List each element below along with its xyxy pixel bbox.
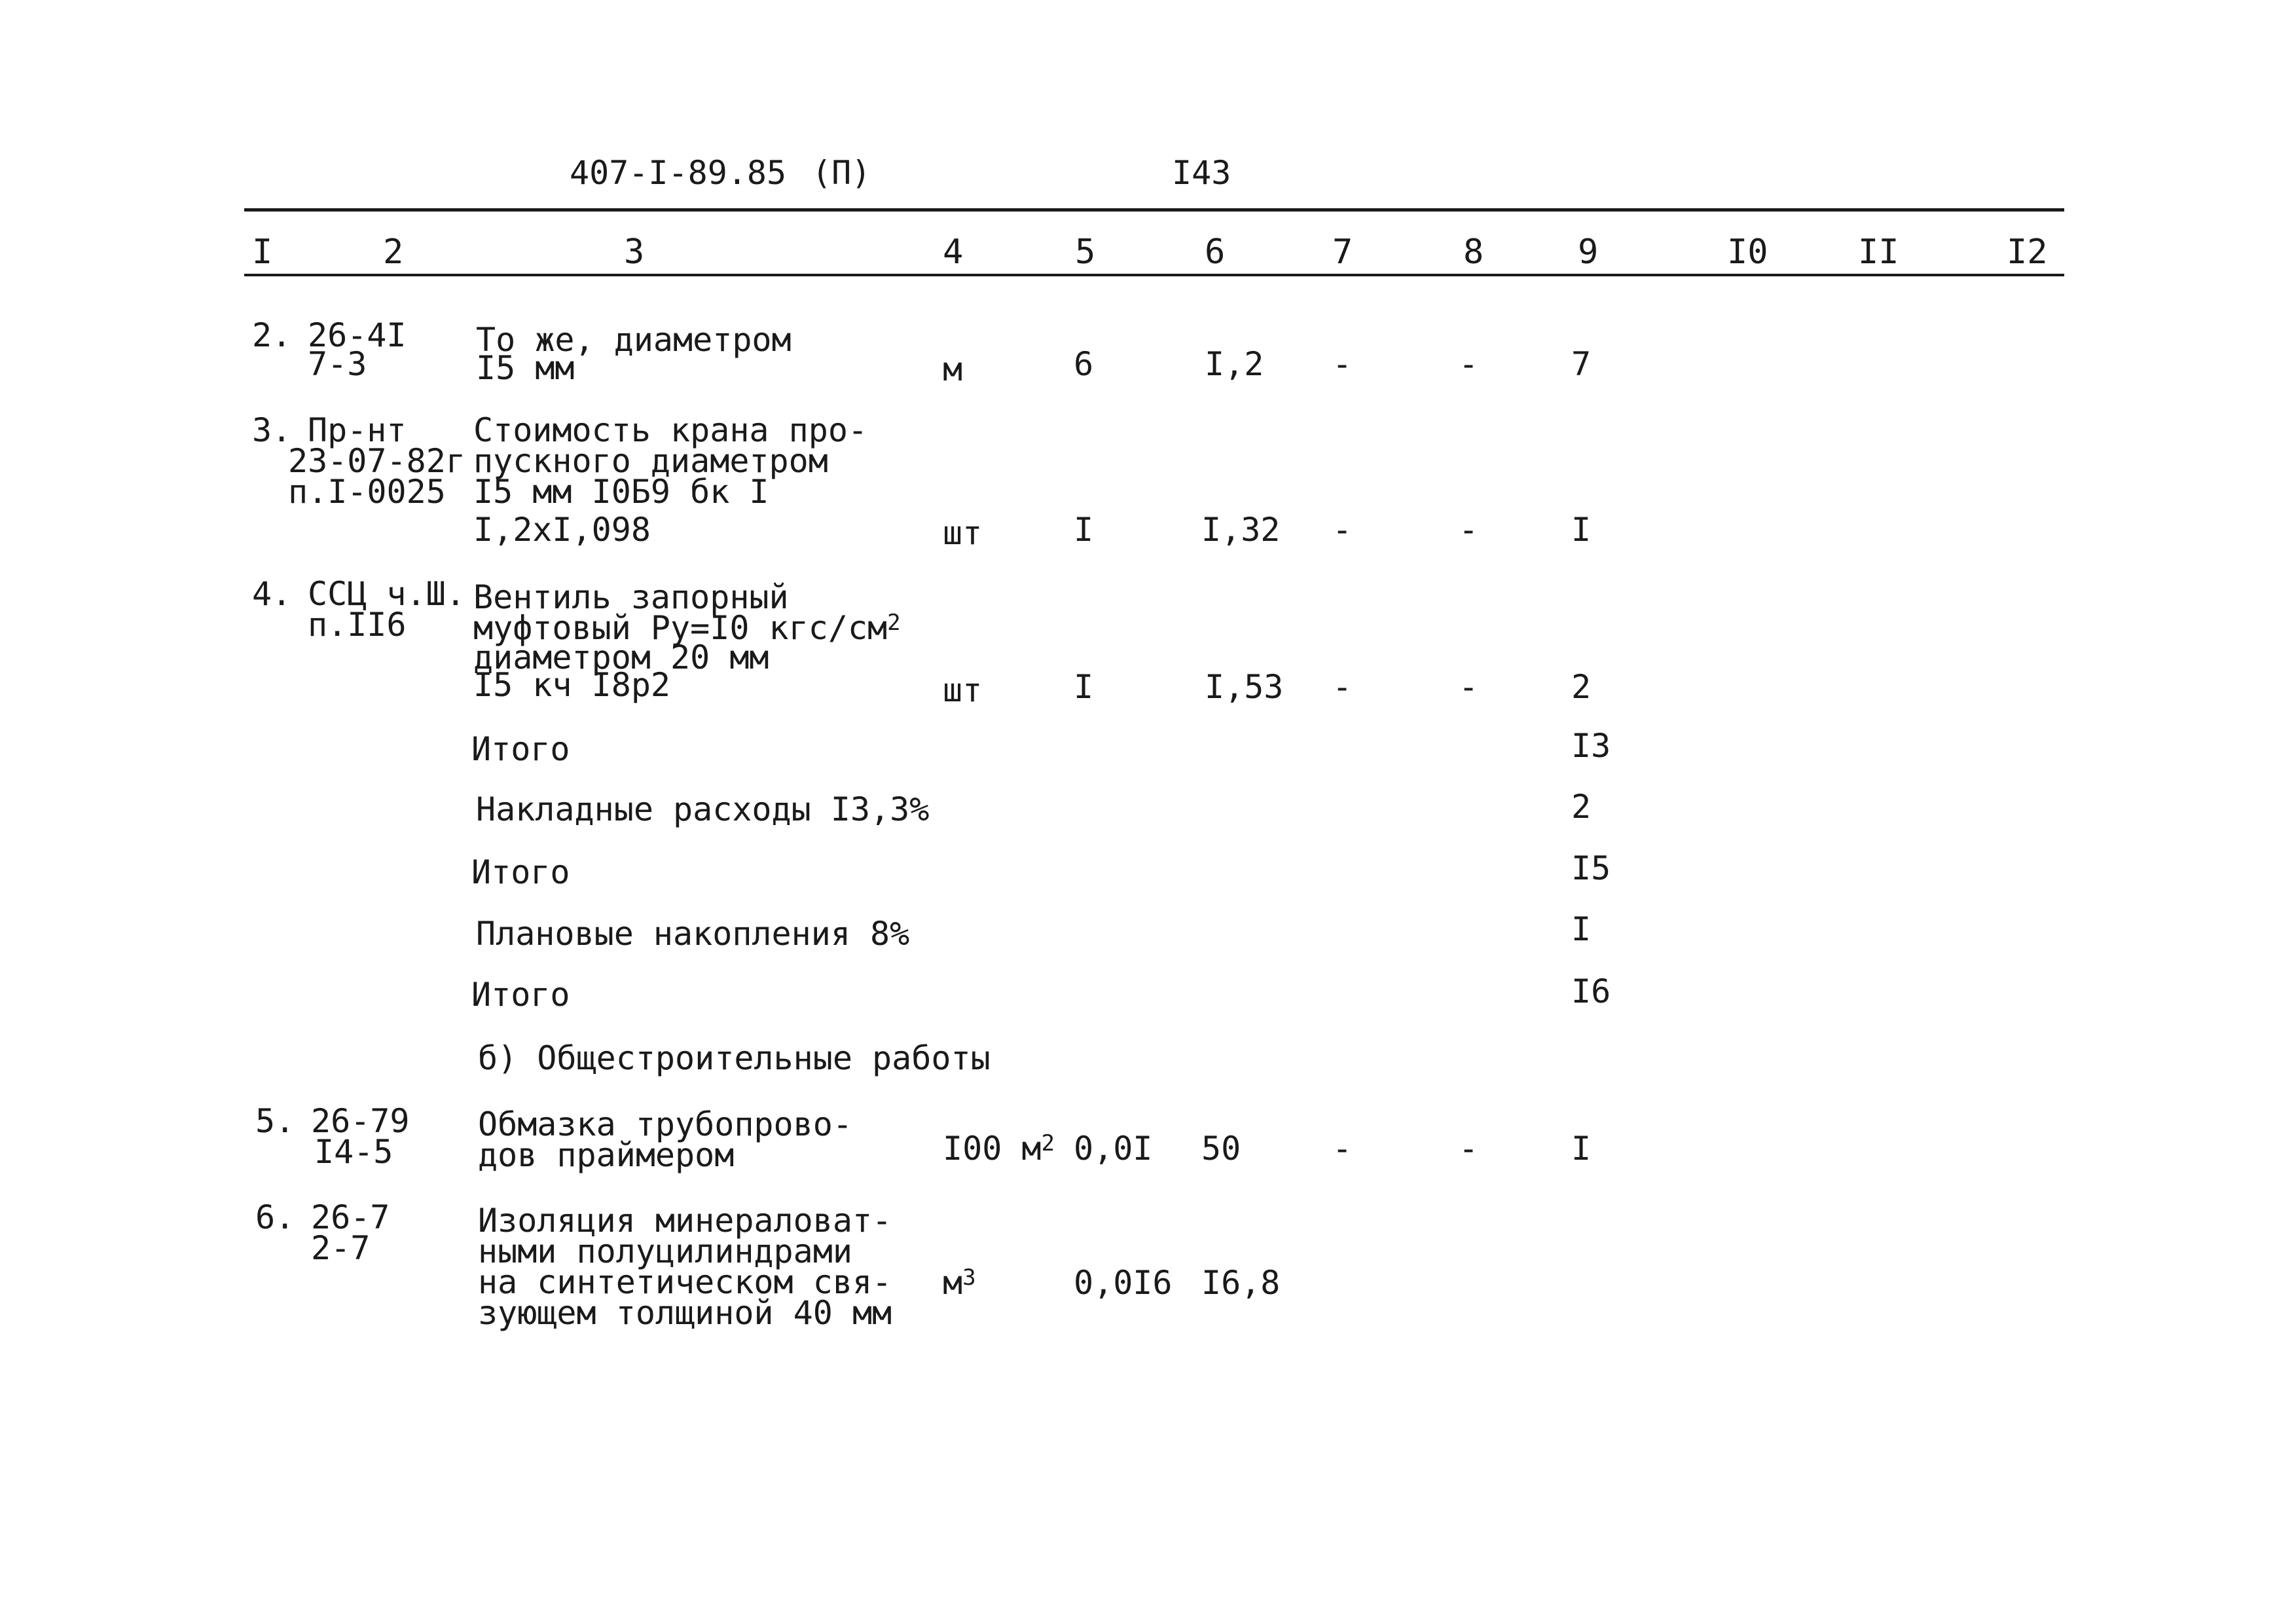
rate-code: 7-3 — [308, 345, 367, 383]
item-description: То же, диаметром — [476, 321, 792, 359]
item-description: Обмазка трубопрово- — [478, 1105, 852, 1143]
rate-code: 26-7 — [311, 1198, 390, 1236]
superscript: 2 — [887, 610, 901, 636]
total-value: I — [1571, 511, 1592, 549]
column-number: 9 — [1578, 232, 1599, 272]
subtotal-label: Итого — [471, 730, 570, 768]
unit: $м^3$ — [943, 1264, 976, 1302]
dash: - — [1459, 345, 1479, 383]
column-number: 3 — [624, 232, 645, 272]
row-number: 3. — [252, 411, 292, 449]
item-description: I,2xI,098 — [473, 511, 651, 549]
item-description: дов праймером — [478, 1136, 735, 1174]
quantity: 0,0I6 — [1074, 1264, 1173, 1302]
item-description: диаметром 20 мм — [473, 638, 769, 676]
unit: I00 $м^2$ — [943, 1130, 1055, 1168]
rate-code: Пр-нт — [308, 411, 407, 449]
column-number: I2 — [2007, 232, 2048, 272]
item-description: на синтетическом свя- — [478, 1263, 892, 1301]
row-number: 4. — [252, 575, 292, 613]
column-number: I — [252, 232, 273, 272]
rate-code: 26-4I — [308, 316, 407, 354]
dash: - — [1332, 511, 1353, 549]
subtotal-value: I6 — [1571, 972, 1611, 1010]
rate-code: п.I-0025 — [288, 473, 446, 511]
quantity: I — [1074, 511, 1094, 549]
total-value: 7 — [1571, 345, 1592, 383]
total-value: 2 — [1571, 668, 1592, 706]
item-description: муфтовый Ру=I0 кгс/$см^2$ — [473, 609, 901, 647]
row-number: 5. — [255, 1102, 295, 1140]
subtotal-value: I5 — [1571, 849, 1611, 887]
column-number: 5 — [1075, 232, 1096, 272]
dash: - — [1332, 668, 1353, 706]
subtotal-value: I3 — [1571, 727, 1611, 765]
superscript: 3 — [962, 1264, 976, 1291]
rate-code: 23-07-82г — [288, 442, 465, 480]
rate-code: п.II6 — [308, 606, 407, 644]
column-number: II — [1858, 232, 1899, 272]
section-heading: б) Общестроительные работы — [478, 1039, 991, 1077]
column-number: 4 — [943, 232, 964, 272]
row-number: 6. — [255, 1198, 295, 1236]
subtotal-label: Итого — [471, 976, 570, 1014]
quantity: 0,0I — [1074, 1130, 1153, 1168]
item-description: ными полуцилиндрами — [478, 1232, 852, 1270]
superscript: 2 — [1041, 1130, 1055, 1156]
dash: - — [1459, 668, 1479, 706]
rate-code: 2-7 — [311, 1229, 371, 1267]
column-number: 2 — [383, 232, 404, 272]
page-number: I43 — [1172, 154, 1231, 192]
rate-code: I4-5 — [314, 1133, 393, 1171]
unit: м — [943, 350, 963, 388]
document-part: (П) — [812, 154, 871, 192]
column-number: 7 — [1332, 232, 1353, 272]
rate-code: ССЦ ч.Ш. — [308, 575, 465, 613]
item-description: Стоимость крана про- — [473, 411, 868, 449]
item-description: I5 мм I0Б9 бк I — [473, 473, 769, 511]
item-description: Изоляция минераловат- — [478, 1202, 892, 1240]
subtotal-value: I — [1571, 910, 1592, 948]
unit: шт — [943, 671, 983, 709]
document-code: 407-I-89.85 — [570, 154, 787, 192]
item-description: I5 мм — [476, 349, 575, 387]
unit-price: I,2 — [1205, 345, 1264, 383]
quantity: 6 — [1074, 345, 1094, 383]
subtotal-value: 2 — [1571, 788, 1592, 826]
total-value: I — [1571, 1130, 1592, 1168]
column-number: 6 — [1205, 232, 1226, 272]
column-number: I0 — [1727, 232, 1768, 272]
unit-price: I,32 — [1201, 511, 1281, 549]
unit-price: 50 — [1201, 1130, 1241, 1168]
header-rule — [244, 274, 2064, 276]
item-description: I5 кч I8р2 — [473, 666, 671, 704]
dash: - — [1459, 511, 1479, 549]
top-rule — [244, 208, 2064, 212]
dash: - — [1332, 345, 1353, 383]
unit: шт — [943, 514, 983, 552]
item-description: пускного диаметром — [473, 442, 828, 480]
item-description: Вентиль запорный — [473, 578, 789, 616]
subtotal-label: Накладные расходы I3,3% — [476, 790, 930, 828]
dash: - — [1332, 1130, 1353, 1168]
rate-code: 26-79 — [311, 1102, 410, 1140]
dash: - — [1459, 1130, 1479, 1168]
row-number: 2. — [252, 316, 292, 354]
quantity: I — [1074, 668, 1094, 706]
subtotal-label: Плановые накопления 8% — [476, 915, 910, 953]
unit-price: I,53 — [1205, 668, 1284, 706]
item-description: зующем толщиной 40 мм — [478, 1294, 892, 1332]
unit-price: I6,8 — [1201, 1264, 1281, 1302]
subtotal-label: Итого — [471, 853, 570, 891]
column-number: 8 — [1463, 232, 1484, 272]
